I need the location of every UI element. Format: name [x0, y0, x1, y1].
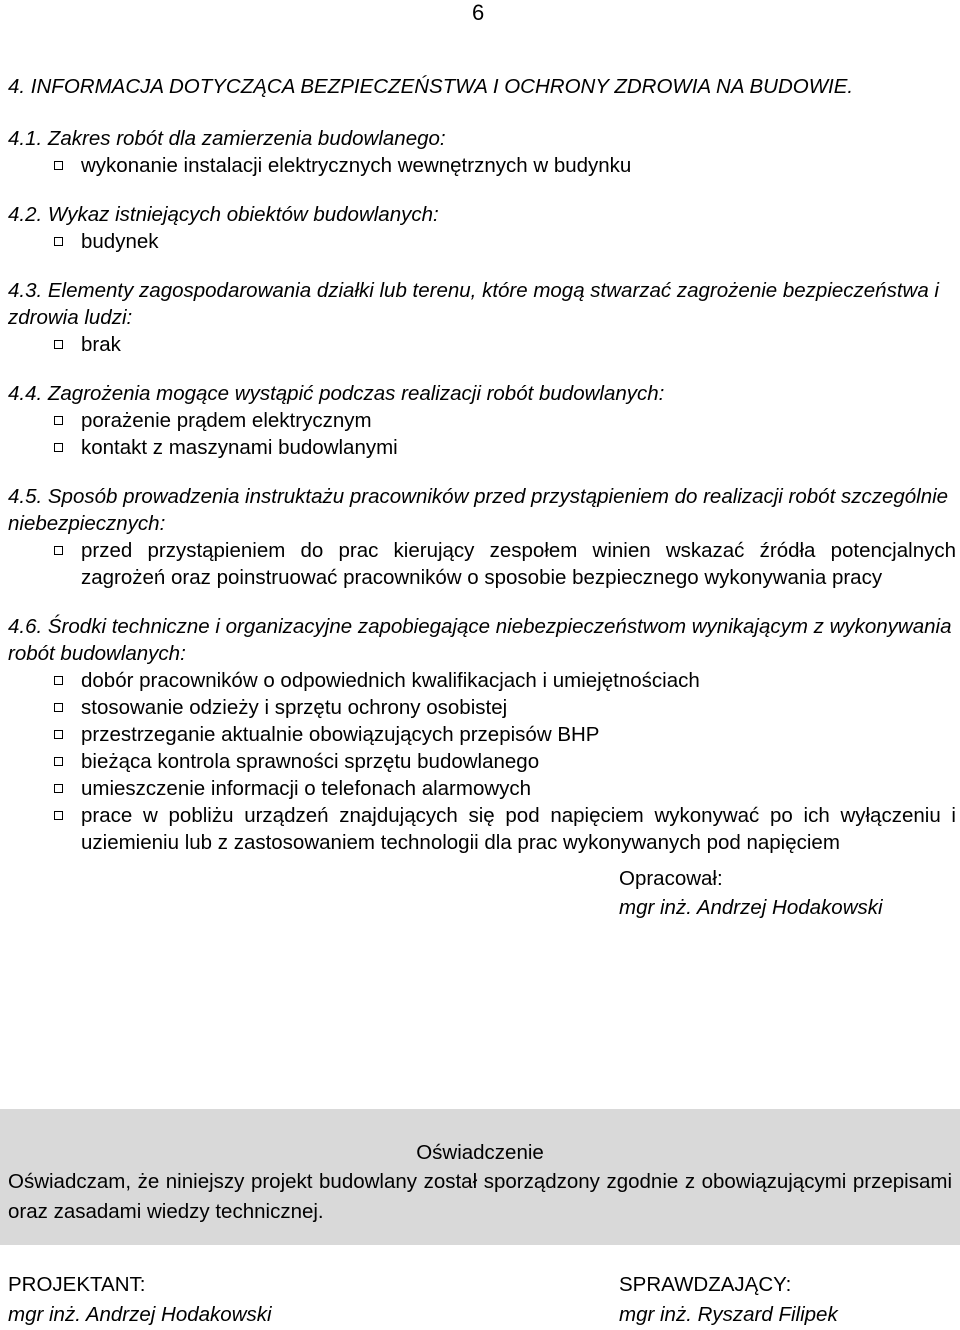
checkbox-bullet-icon [54, 784, 63, 793]
signature-name: mgr inż. Andrzej Hodakowski [619, 896, 883, 919]
section-4-1 [8, 125, 956, 179]
section-4-6 [8, 613, 956, 856]
signature-label: Opracował: [619, 867, 723, 890]
checker-name: mgr inż. Ryszard Filipek [619, 1303, 838, 1326]
section-4-5 [8, 483, 956, 591]
page-number: 6 [472, 0, 485, 25]
section-title: 4.1. Zakres robót dla zamierzenia budowlanego: [8, 127, 446, 150]
checkbox-bullet-icon [54, 757, 63, 766]
list-item: umieszczenie informacji o telefonach alarmowych [8, 775, 956, 802]
list-item: wykonanie instalacji elektrycznych wewnętrznych w budynku [8, 152, 956, 179]
section-title: 4.6. Środki techniczne i organizacyjne zapobiegające niebezpieczeństwom wynikającym z wykonywania robót budowlanych: [8, 615, 952, 665]
section-4-2 [8, 201, 956, 255]
list-item: brak [8, 331, 956, 358]
section-title: 4.5. Sposób prowadzenia instruktażu pracowników przed przystąpieniem do realizacji robót szczególnie niebezpiecznych: [8, 485, 949, 535]
list-item: przestrzeganie aktualnie obowiązujących przepisów BHP [8, 721, 956, 748]
statement-body: Oświadczam, że niniejszy projekt budowlany został sporządzony zgodnie z obowiązującymi przepisami oraz zasadami wiedzy technicznej. [8, 1170, 952, 1223]
list-item: stosowanie odzieży i sprzętu ochrony osobistej [8, 694, 956, 721]
checkbox-bullet-icon [54, 237, 63, 246]
checker-block [619, 1270, 838, 1330]
author-signature [619, 864, 956, 922]
document-body [8, 73, 956, 922]
checkbox-bullet-icon [54, 416, 63, 425]
checkbox-bullet-icon [54, 443, 63, 452]
checkbox-bullet-icon [54, 811, 63, 820]
statement-box [0, 1109, 960, 1245]
list-item: bieżąca kontrola sprawności sprzętu budowlanego [8, 748, 956, 775]
statement-title: Oświadczenie [416, 1141, 544, 1164]
section-title: 4.4. Zagrożenia mogące wystąpić podczas realizacji robót budowlanych: [8, 382, 665, 405]
checkbox-bullet-icon [54, 676, 63, 685]
section-heading: 4. INFORMACJA DOTYCZĄCA BEZPIECZEŃSTWA I OCHRONY ZDROWIA NA BUDOWIE. [8, 75, 854, 98]
section-title: 4.2. Wykaz istniejących obiektów budowlanych: [8, 203, 439, 226]
section-4-3 [8, 277, 956, 358]
list-item: dobór pracowników o odpowiednich kwalifikacjach i umiejętnościach [8, 667, 956, 694]
checkbox-bullet-icon [54, 161, 63, 170]
designer-block [8, 1270, 272, 1330]
list-item: kontakt z maszynami budowlanymi [8, 434, 956, 461]
list-item: przed przystąpieniem do prac kierujący zespołem winien wskazać źródła potencjalnych zagrożeń oraz poinstruować pracowników o sposobie bezpiecznego wykonywania pracy [8, 537, 956, 591]
list-item: budynek [8, 228, 956, 255]
section-4-4 [8, 380, 956, 461]
designer-name: mgr inż. Andrzej Hodakowski [8, 1303, 272, 1326]
checker-label: SPRAWDZAJĄCY: [619, 1273, 792, 1296]
list-item: prace w pobliżu urządzeń znajdujących się pod napięciem wykonywać po ich wyłączeniu i uziemieniu lub z zastosowaniem technologii dla prac wykonywanych pod napięciem [8, 802, 956, 856]
checkbox-bullet-icon [54, 546, 63, 555]
checkbox-bullet-icon [54, 340, 63, 349]
designer-label: PROJEKTANT: [8, 1273, 146, 1296]
checkbox-bullet-icon [54, 730, 63, 739]
section-title: 4.3. Elementy zagospodarowania działki lub terenu, które mogą stwarzać zagrożenie bezpieczeństwa i zdrowia ludzi: [8, 279, 939, 329]
list-item: porażenie prądem elektrycznym [8, 407, 956, 434]
checkbox-bullet-icon [54, 703, 63, 712]
